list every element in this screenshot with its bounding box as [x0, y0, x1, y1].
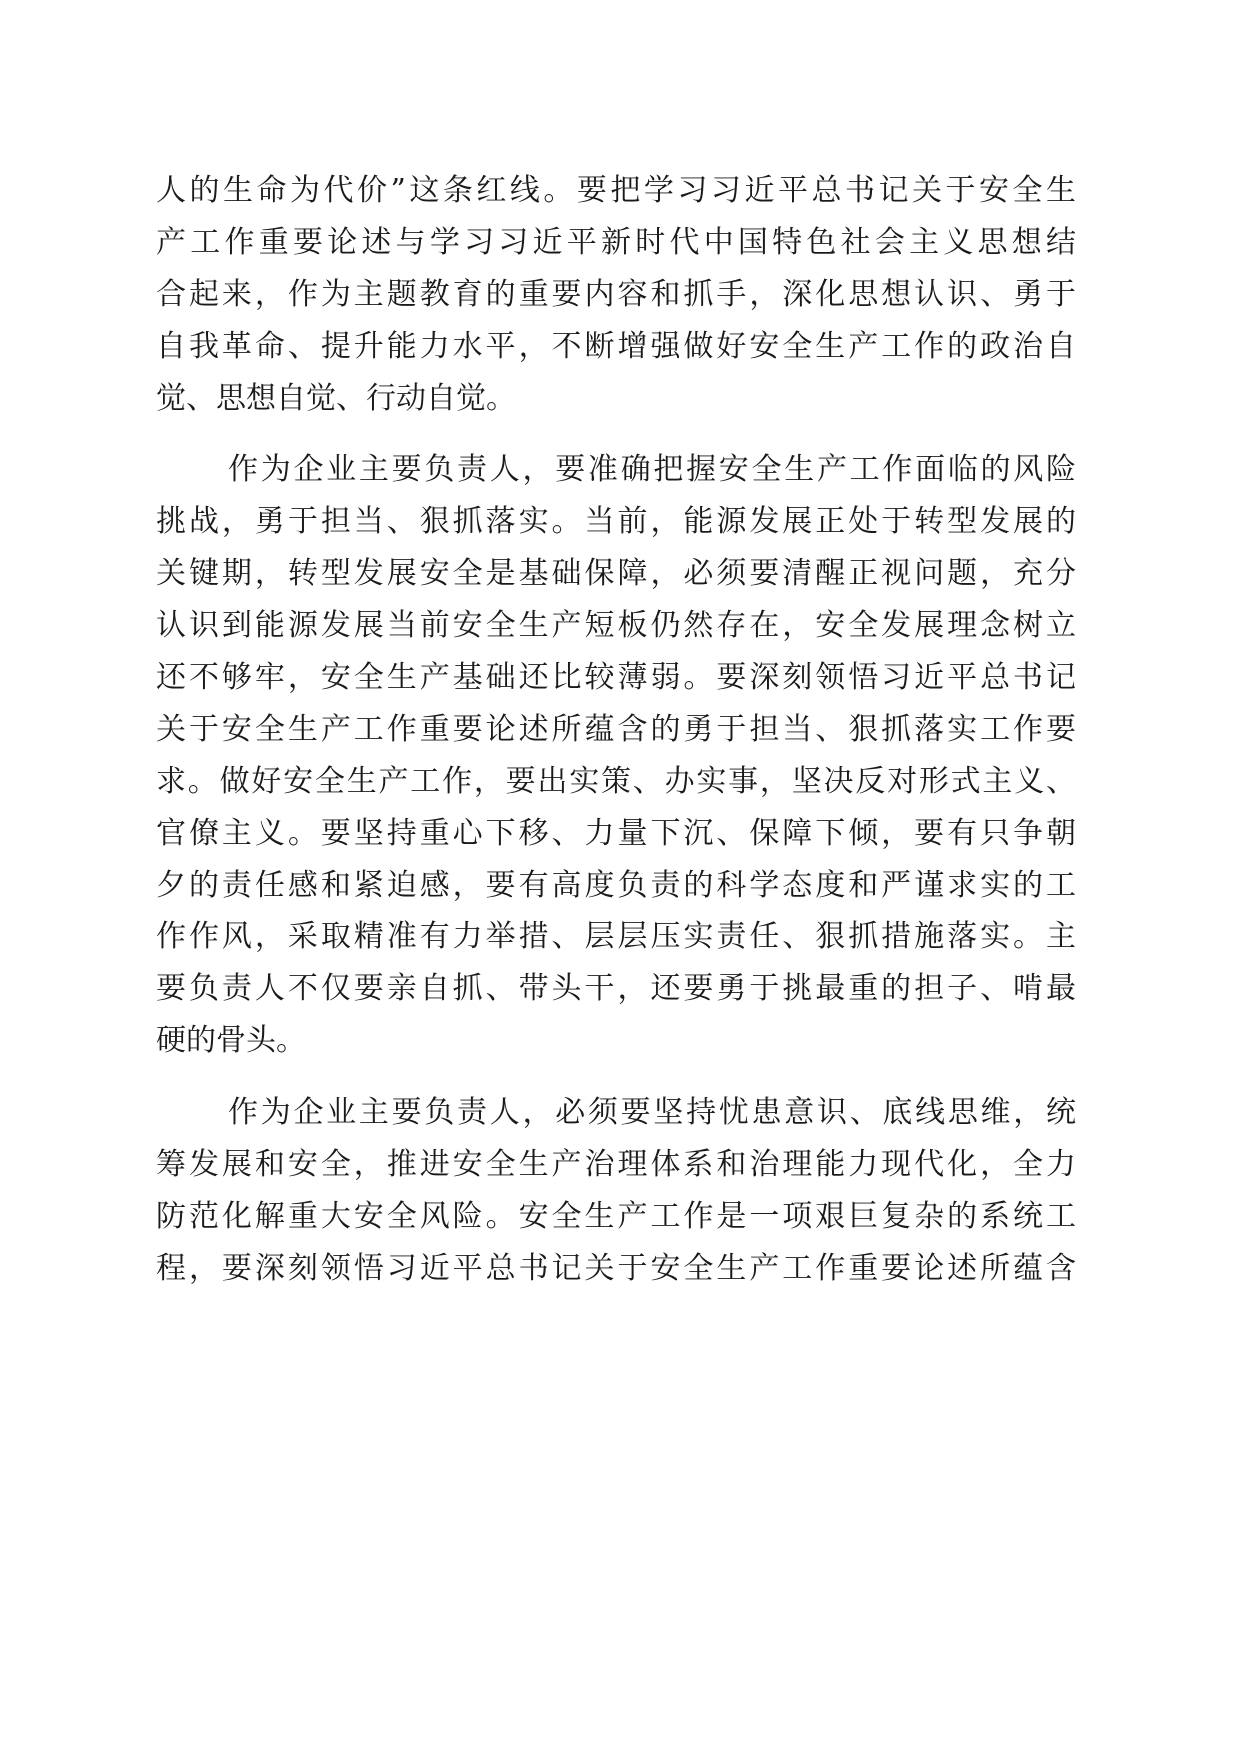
text-line: 求。做好安全生产工作，要出实策、办实事，坚决反对形式主义、 — [156, 763, 1076, 799]
text-line: 挑战，勇于担当、狠抓落实。当前，能源发展正处于转型发展的 — [156, 504, 1076, 540]
paragraph-1 — [156, 165, 1076, 424]
text-line: 官僚主义。要坚持重心下移、力量下沉、保障下倾，要有只争朝 — [156, 815, 1076, 851]
paragraph-3 — [156, 1087, 1076, 1295]
text-line: 自我革命、提升能力水平，不断增强做好安全生产工作的政治自 — [156, 328, 1076, 364]
text-line: 作作风，采取精准有力举措、层层压实责任、狠抓措施落实。主 — [156, 919, 1076, 955]
paragraph-2 — [156, 444, 1076, 1067]
text-line: 夕的责任感和紧迫感，要有高度负责的科学态度和严谨求实的工 — [156, 867, 1076, 903]
text-line: 关键期，转型发展安全是基础保障，必须要清醒正视问题，充分 — [156, 556, 1076, 592]
text-line: 作为企业主要负责人，必须要坚持忧患意识、底线思维，统 — [228, 1095, 1076, 1131]
text-line: 硬的骨头。 — [156, 1023, 306, 1059]
text-line: 产工作重要论述与学习习近平新时代中国特色社会主义思想结 — [156, 224, 1076, 260]
document-body — [156, 165, 1076, 1295]
text-line: 认识到能源发展当前安全生产短板仍然存在，安全发展理念树立 — [156, 608, 1076, 644]
text-line: 人的生命为代价”这条红线。要把学习习近平总书记关于安全生 — [156, 173, 1076, 208]
text-line: 要负责人不仅要亲自抓、带头干，还要勇于挑最重的担子、啃最 — [156, 971, 1076, 1007]
text-line: 关于安全生产工作重要论述所蕴含的勇于担当、狠抓落实工作要 — [156, 711, 1076, 747]
paragraph-gap — [156, 424, 1076, 444]
text-line: 筹发展和安全，推进安全生产治理体系和治理能力现代化，全力 — [156, 1147, 1076, 1183]
paragraph-gap — [156, 1067, 1076, 1087]
text-line: 觉、思想自觉、行动自觉。 — [156, 380, 516, 416]
text-line: 还不够牢，安全生产基础还比较薄弱。要深刻领悟习近平总书记 — [156, 660, 1076, 696]
text-line: 合起来，作为主题教育的重要内容和抓手，深化思想认识、勇于 — [156, 276, 1076, 312]
text-line: 程，要深刻领悟习近平总书记关于安全生产工作重要论述所蕴含 — [156, 1250, 1076, 1286]
text-line: 防范化解重大安全风险。安全生产工作是一项艰巨复杂的系统工 — [156, 1198, 1076, 1234]
text-line: 作为企业主要负责人，要准确把握安全生产工作面临的风险 — [228, 452, 1076, 488]
